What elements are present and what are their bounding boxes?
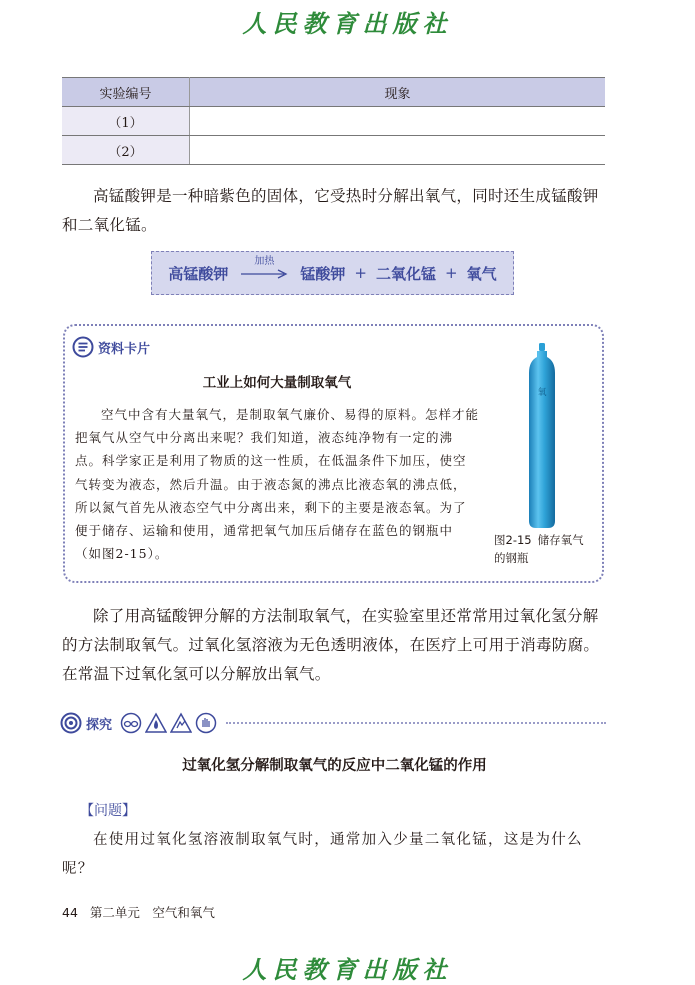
cylinder-label: 氧 xyxy=(537,388,547,398)
figure-caption-text: 储存氧气的钢瓶 xyxy=(494,533,584,565)
page-number: 44 xyxy=(62,905,78,920)
observation-table xyxy=(62,77,605,165)
page-footer xyxy=(62,903,215,921)
table-cell xyxy=(190,136,606,165)
info-card-heading: 工业上如何大量制取氧气 xyxy=(202,375,352,391)
reaction-condition: 加热 xyxy=(254,256,275,267)
table-row xyxy=(62,107,605,136)
equation-product: 氧气 xyxy=(466,264,497,283)
paragraph-hydrogen-peroxide: 除了用高锰酸钾分解的方法制取氧气，在实验室里还常常用过氧化氢分解的方法制取氧气。过氧化氢溶液为无色透明液体，在医疗上可用于消毒防腐。在常温下过氧化氢可以分解放出氧气。 xyxy=(62,607,600,683)
table-row xyxy=(62,136,605,165)
question-text: 在使用过氧化氢溶液制取氧气时，通常加入少量二氧化锰，这是为什么呢？ xyxy=(62,832,583,877)
target-icon xyxy=(60,712,82,734)
document-icon xyxy=(72,336,94,358)
table-cell: （1） xyxy=(62,107,190,136)
explore-label: 探究 xyxy=(86,717,113,733)
table-header-cell: 现象 xyxy=(190,78,606,107)
publisher-logo-top: 人民教育出版社 xyxy=(242,9,453,38)
figure-number: 图2-15 xyxy=(494,533,532,547)
chapter-title: 第二单元 空气和氧气 xyxy=(89,905,215,920)
info-card-label-text: 资料卡片 xyxy=(98,341,151,357)
corrosive-warning-icon xyxy=(170,712,192,734)
table-cell xyxy=(190,107,606,136)
explore-title: 过氧化氢分解制取氧气的反应中二氧化锰的作用 xyxy=(182,757,487,774)
figure-caption xyxy=(494,531,594,567)
word-equation xyxy=(151,251,514,295)
goggles-icon xyxy=(120,712,142,734)
table-header-row xyxy=(62,78,605,107)
question-label: 【问题】 xyxy=(80,803,136,819)
dotted-divider xyxy=(226,722,606,724)
flame-warning-icon xyxy=(145,712,167,734)
publisher-logo-bottom: 人民教育出版社 xyxy=(242,955,453,984)
reaction-arrow xyxy=(240,256,288,280)
equation-product: 二氧化锰 xyxy=(376,264,437,283)
arrow-icon xyxy=(240,266,288,280)
plus-sign: + xyxy=(354,264,367,282)
plus-sign: + xyxy=(445,264,458,282)
hand-wash-icon xyxy=(195,712,217,734)
info-card-body: 空气中含有大量氧气，是制取氧气廉价、易得的原料。怎样才能把氧气从空气中分离出来呢？我们知道，液态纯净物有一定的沸点。科学家正是利用了物质的这一性质，在低温条件下加压，使空气转变为液态，然后升温。由于液态氮的沸点比液态氧的沸点低，所以氮气首先从液态空气中分离出来，剩下的主要是液态氧。为了便于储存、运输和使用，通常把氧气加压后储存在蓝色的钢瓶中（如图2-15）。 xyxy=(75,407,480,562)
table-cell: （2） xyxy=(62,136,190,165)
equation-product: 锰酸钾 xyxy=(300,264,346,283)
paragraph-potassium-permanganate: 高锰酸钾是一种暗紫色的固体，它受热时分解出氧气，同时还生成锰酸钾和二氧化锰。 xyxy=(62,187,599,234)
oxygen-cylinder-image xyxy=(528,343,556,529)
info-card-label xyxy=(72,336,150,358)
explore-section-header xyxy=(60,711,606,735)
table-header-cell: 实验编号 xyxy=(62,78,190,107)
equation-reactant: 高锰酸钾 xyxy=(168,264,229,283)
